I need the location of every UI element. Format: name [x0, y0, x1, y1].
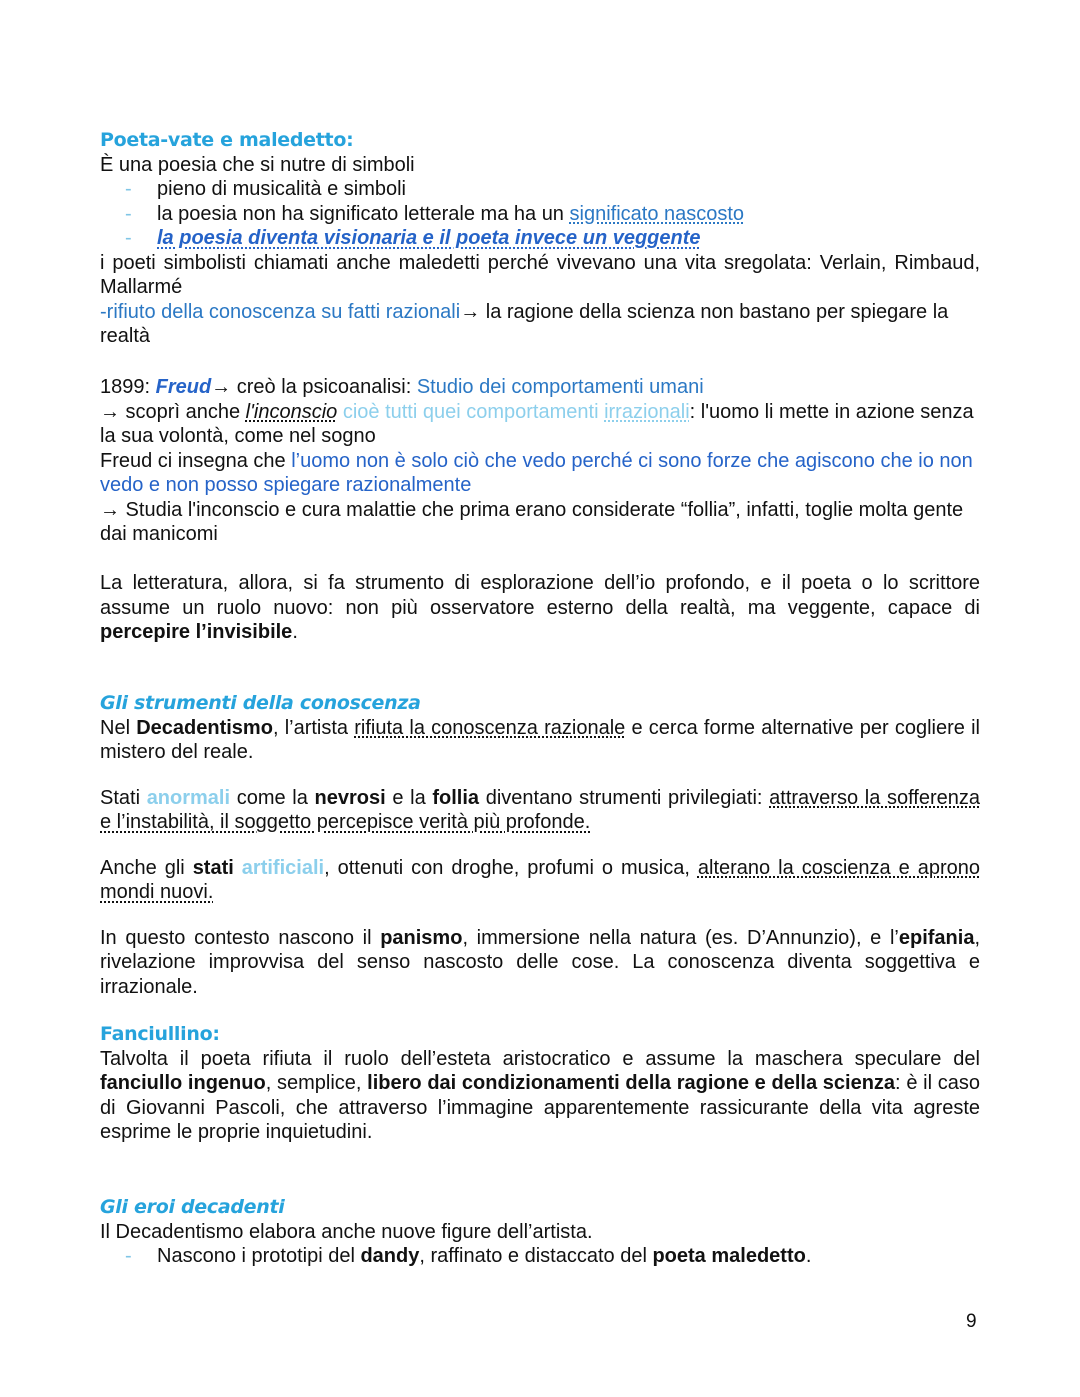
text: → creò la psicoanalisi: [211, 376, 417, 398]
text-span: libero dai condizionamenti della ragione e della scienza [367, 1072, 896, 1094]
text: . [292, 621, 298, 643]
text-span: diventano strumenti privilegiati: [479, 786, 770, 809]
highlight-text: cioè tutti quei comportamenti [337, 400, 605, 423]
text: → scoprì anche [100, 400, 246, 423]
paragraph [100, 716, 980, 765]
text-span: poeta maledetto [652, 1245, 806, 1267]
highlight-text: Studio dei comportamenti umani [416, 376, 704, 398]
highlight-text: l’uomo non è solo ciò che vedo perché ci sono forze che agiscono che io non vedo e non posso spiegare razionalmente [100, 449, 973, 496]
text-span: Anche gli [100, 856, 193, 879]
text-span [234, 857, 242, 879]
paragraph [100, 856, 980, 905]
text: Freud ci insegna che [100, 449, 292, 472]
text: : l'uomo li mette in azione senza la sua volontà, come nel sogno [100, 400, 974, 447]
text-span: rifiuta la conoscenza razionale [354, 716, 626, 739]
text-span: alterano la coscienza e aprono mondi nuovi. [100, 856, 980, 903]
bullet-dash: - [125, 1245, 132, 1267]
text-span: artificiali [241, 856, 325, 879]
text-span: Nascono i prototipi del [157, 1245, 361, 1267]
paragraph [100, 449, 980, 498]
text: 1899: [100, 376, 156, 398]
heading-strumenti: Gli strumenti della conoscenza [100, 692, 421, 714]
heading-fanciullino: Fanciullino: [100, 1023, 220, 1045]
paragraph: → Studia l'inconscio e cura malattie che prima erano considerate “follia”, infatti, toglie molta gente dai manicomi [100, 498, 964, 545]
text-span: e la [385, 786, 433, 809]
section-fanciullino [100, 1022, 980, 1145]
text-span: come la [230, 786, 315, 809]
section-poeta-vate [100, 128, 980, 349]
list-item [100, 202, 980, 227]
bullet-dash: - [125, 178, 132, 200]
paragraph [100, 786, 980, 835]
text-span: , raffinato e distaccato del [419, 1245, 653, 1267]
section-strumenti [100, 691, 980, 999]
text-span: follia [432, 786, 480, 809]
text-span: Nel [100, 716, 137, 739]
text: La letteratura, allora, si fa strumento di esplorazione dell’io profondo, e il poeta o lo scrittore assume un ruolo nuovo: non più osservatore esterno della realtà, ma veggente, capace di [100, 572, 980, 619]
intro-text: È una poesia che si nutre di simboli [100, 153, 415, 176]
bullet-text: la poesia non ha significato letterale ma ha un [157, 202, 570, 225]
bullet-highlight: significato nascosto [569, 202, 745, 225]
freud-name: Freud [155, 376, 212, 398]
inconscio-line [100, 400, 980, 449]
text-span: nevrosi [314, 786, 386, 809]
text-span: In questo contesto nascono il [100, 926, 381, 949]
text-span: Talvolta il poeta rifiuta il ruolo dell’esteta aristocratico e assume la maschera speculare del [100, 1047, 980, 1070]
highlight-text: -rifiuto della conoscenza su fatti razionali [100, 300, 461, 323]
list-item [100, 177, 980, 202]
heading-eroi: Gli eroi decadenti [100, 1196, 285, 1218]
bullet-text: pieno di musicalità e simboli [157, 178, 407, 200]
freud-line [100, 375, 980, 400]
text-span: attraverso la sofferenza e l’instabilità, il soggetto percepisce verità più profonde. [100, 786, 981, 833]
paragraph [100, 300, 980, 349]
text-span: , rivelazione improvvisa del senso nascosto delle cose. La conoscenza diventa soggettiva e irrazionale. [100, 926, 980, 998]
text-span: , l’artista [272, 716, 355, 739]
section-eroi [100, 1195, 980, 1269]
text-span: e cerca forme alternative per cogliere il mistero del reale. [100, 716, 980, 763]
bold-text: percepire l’invisibile [100, 621, 293, 643]
page-number: 9 [966, 1311, 977, 1332]
bullet-highlight: la poesia diventa visionaria e il poeta invece un veggente [157, 227, 701, 249]
highlight-text: irrazionali [604, 400, 690, 423]
text-span: Stati [100, 786, 147, 809]
paragraph: i poeti simbolisti chiamati anche maledetti perché vivevano una vita sregolata: Verlain, Rimbaud, Mallarmé [100, 251, 980, 298]
text-span: stati [192, 856, 234, 879]
text-span: , immersione nella natura (es. D’Annunzio), e l’ [462, 926, 899, 949]
text-span: Decadentismo [136, 716, 273, 739]
text-span: , semplice, [265, 1072, 368, 1094]
bullet-dash: - [125, 202, 132, 225]
text-span: , ottenuti con droghe, profumi o musica, [324, 856, 698, 879]
text-span: anormali [146, 786, 231, 809]
text-span: fanciullo ingenuo [100, 1072, 266, 1094]
paragraph [100, 571, 980, 645]
text-span: epifania [898, 926, 975, 949]
term: l'inconscio [245, 400, 338, 423]
text-span: dandy [360, 1245, 420, 1267]
bullet-dash: - [125, 227, 132, 249]
bullet-list [100, 177, 980, 251]
intro-text: Il Decadentismo elabora anche nuove figure dell’artista. [100, 1220, 593, 1243]
text: → la ragione della scienza non bastano per spiegare la realtà [100, 300, 949, 347]
paragraph [100, 926, 980, 1000]
bullet-list [100, 1244, 980, 1269]
section-freud [100, 375, 980, 645]
paragraph [100, 1047, 980, 1145]
text-span: : è il caso di Giovanni Pascoli, che attraverso l’immagine apparentemente rassicurante della vita agreste esprime le proprie inquietudini. [100, 1072, 980, 1143]
text-span: . [805, 1245, 812, 1267]
text-span: panismo [380, 926, 463, 949]
list-item [100, 226, 980, 251]
list-item [100, 1244, 980, 1269]
heading-poeta-vate: Poeta-vate e maledetto: [100, 129, 354, 151]
